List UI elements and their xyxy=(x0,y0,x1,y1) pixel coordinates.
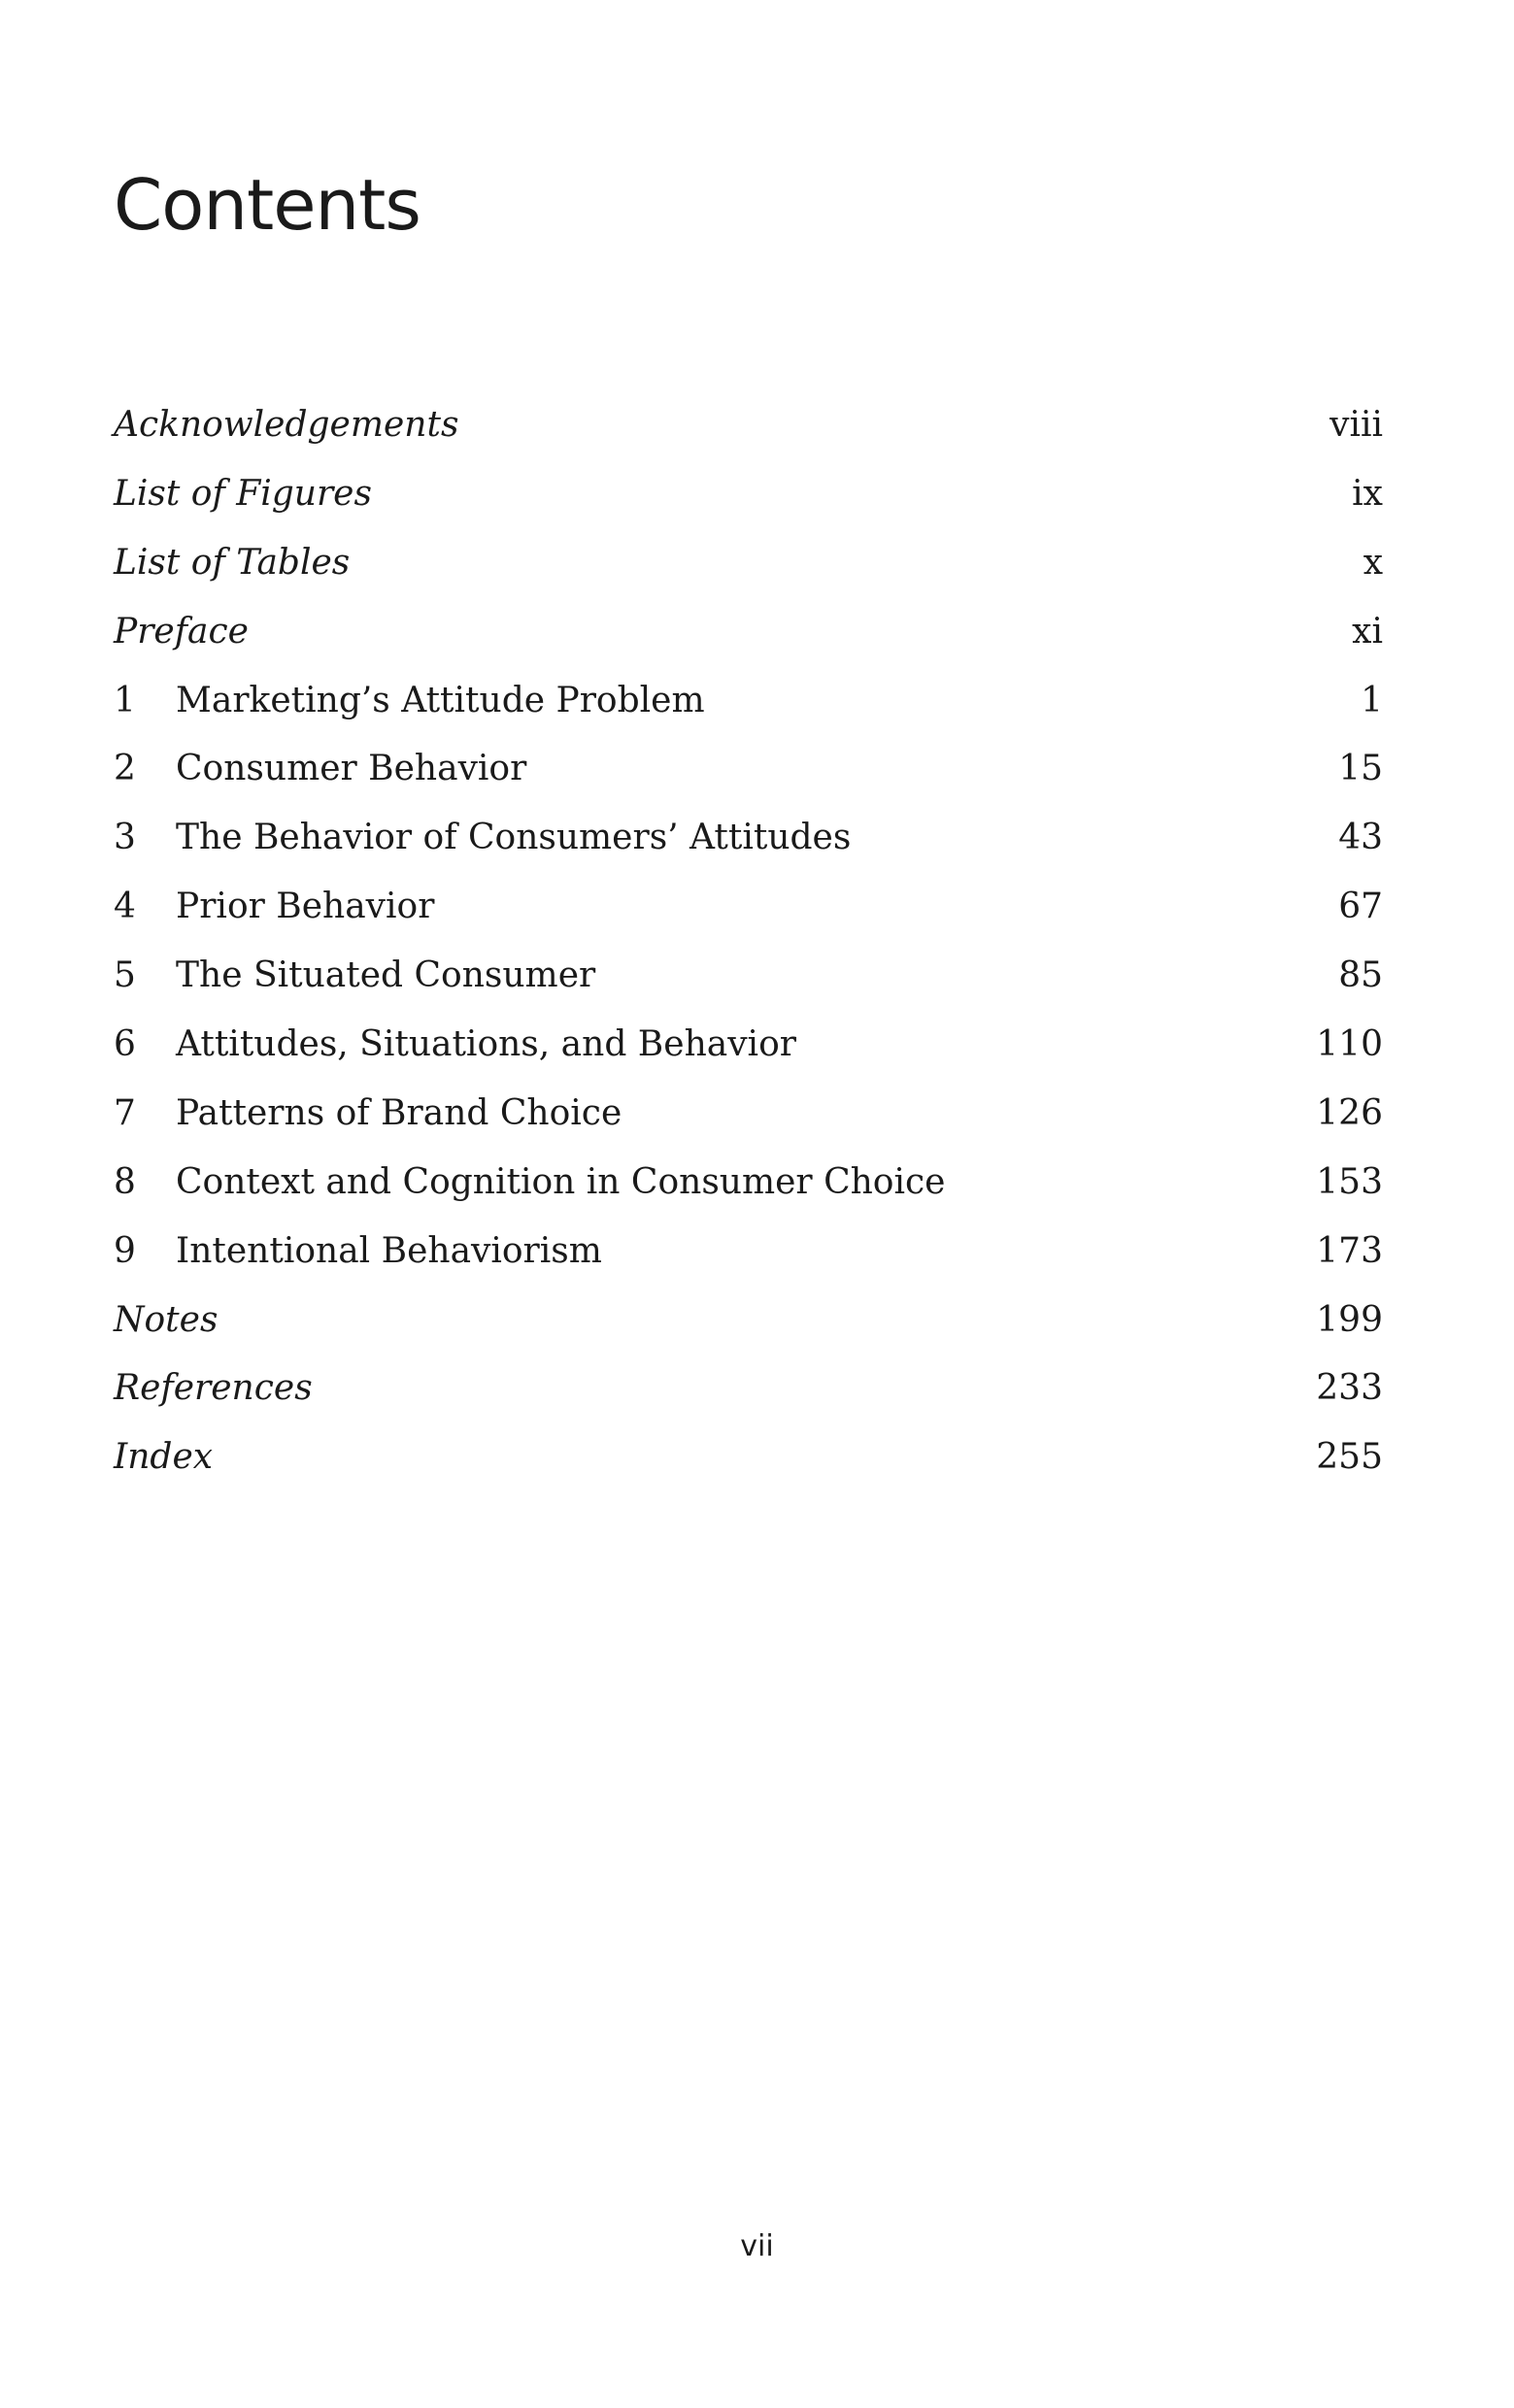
toc-entry-list-of-figures[interactable] xyxy=(114,473,1383,546)
toc-entry-page: 126 xyxy=(1316,1092,1383,1133)
toc-entry-chapter-6[interactable] xyxy=(114,1024,1383,1096)
toc-entry-notes[interactable] xyxy=(114,1299,1383,1372)
toc-entry-number: 5 xyxy=(114,955,136,996)
toc-entry-label: Prior Behavior xyxy=(176,886,435,927)
toc-entry-page: viii xyxy=(1329,405,1383,445)
toc-entry-chapter-4[interactable] xyxy=(114,886,1383,958)
toc-entry-number: 8 xyxy=(114,1161,136,1202)
toc-entry-label: References xyxy=(114,1368,313,1409)
toc-entry-label: List of Figures xyxy=(114,473,372,514)
toc-entry-label: The Situated Consumer xyxy=(176,955,596,996)
toc-entry-label: Intentional Behaviorism xyxy=(176,1230,602,1271)
toc-entry-index[interactable] xyxy=(114,1437,1383,1509)
toc-entry-label: The Behavior of Consumers’ Attitudes xyxy=(176,818,852,858)
toc-entry-page: 255 xyxy=(1316,1437,1383,1478)
toc-entry-acknowledgements[interactable] xyxy=(114,405,1383,477)
toc-entry-label: Marketing’s Attitude Problem xyxy=(176,680,705,720)
toc-entry-page: x xyxy=(1363,542,1383,583)
toc-entry-chapter-7[interactable] xyxy=(114,1092,1383,1165)
toc-entry-page: 173 xyxy=(1316,1230,1383,1271)
toc-entry-page: 233 xyxy=(1316,1368,1383,1409)
toc-entry-page: ix xyxy=(1352,473,1383,514)
toc-entry-chapter-2[interactable] xyxy=(114,749,1383,820)
toc-entry-number: 2 xyxy=(114,749,136,789)
toc-entry-label: Attitudes, Situations, and Behavior xyxy=(176,1024,796,1065)
toc-entry-preface[interactable] xyxy=(114,611,1383,684)
toc-entry-chapter-5[interactable] xyxy=(114,955,1383,1027)
toc-entry-page: 110 xyxy=(1316,1024,1383,1065)
page-title: Contents xyxy=(114,164,421,246)
toc-entry-label: Consumer Behavior xyxy=(176,749,527,789)
toc-entry-references[interactable] xyxy=(114,1368,1383,1440)
toc-entry-label: Preface xyxy=(114,611,249,652)
toc-entry-number: 7 xyxy=(114,1092,136,1133)
toc-entry-page: 199 xyxy=(1316,1299,1383,1340)
table-of-contents xyxy=(114,405,1383,1509)
toc-entry-label: List of Tables xyxy=(114,542,351,583)
toc-entry-number: 3 xyxy=(114,818,136,858)
toc-entry-label: Index xyxy=(114,1437,214,1478)
toc-entry-page: 153 xyxy=(1316,1161,1383,1202)
toc-entry-chapter-9[interactable] xyxy=(114,1230,1383,1303)
toc-entry-chapter-3[interactable] xyxy=(114,820,1383,889)
toc-entry-page: xi xyxy=(1352,611,1383,652)
toc-entry-chapter-8[interactable] xyxy=(114,1161,1383,1234)
toc-entry-list-of-tables[interactable] xyxy=(114,542,1383,615)
toc-entry-label: Context and Cognition in Consumer Choice xyxy=(176,1161,946,1202)
toc-entry-page: 15 xyxy=(1338,749,1383,789)
toc-entry-label: Acknowledgements xyxy=(114,405,459,445)
toc-entry-number: 9 xyxy=(114,1230,136,1271)
toc-entry-number: 1 xyxy=(114,680,136,720)
toc-entry-page: 1 xyxy=(1361,680,1383,720)
toc-entry-label: Patterns of Brand Choice xyxy=(176,1092,622,1133)
toc-entry-label: Notes xyxy=(114,1299,219,1340)
toc-entry-page: 43 xyxy=(1338,818,1383,858)
toc-entry-number: 6 xyxy=(114,1024,136,1065)
page-number: vii xyxy=(740,2229,774,2263)
toc-entry-number: 4 xyxy=(114,886,136,927)
toc-entry-page: 85 xyxy=(1338,955,1383,996)
toc-entry-page: 67 xyxy=(1338,886,1383,927)
toc-entry-chapter-1[interactable] xyxy=(114,680,1383,752)
